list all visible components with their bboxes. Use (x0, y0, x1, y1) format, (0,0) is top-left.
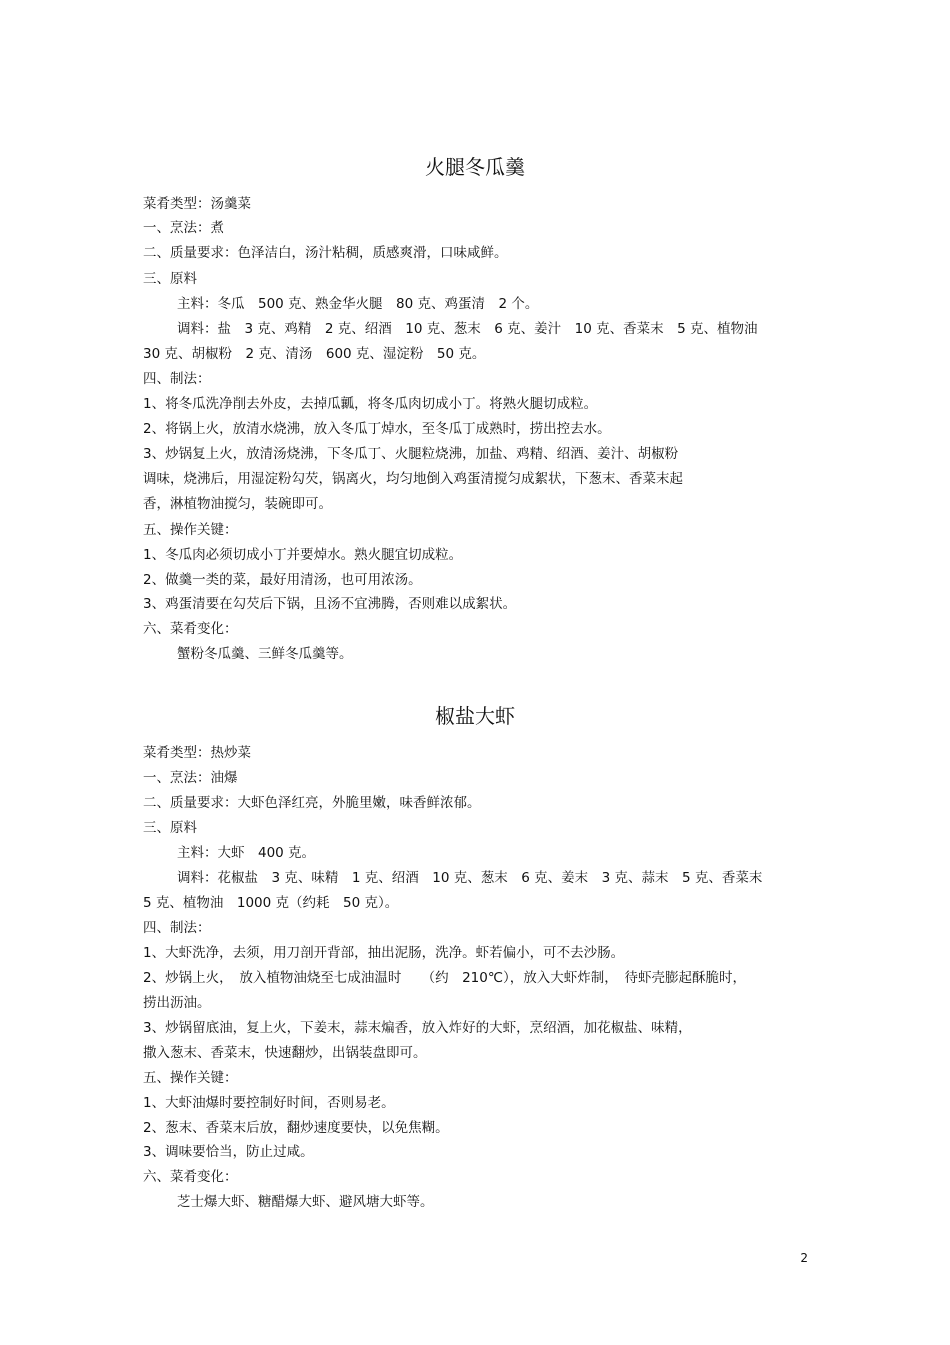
key-point: 3、鸡蛋清要在勾芡后下锅，且汤不宜沸腾，否则难以成絮状。 (143, 596, 517, 612)
main-ingredients: 主料：冬瓜 500 克、熟金华火腿 80 克、鸡蛋清 2 个。 (177, 296, 539, 312)
key-point: 1、冬瓜肉必须切成小丁并要焯水。熟火腿宜切成粒。 (143, 547, 463, 563)
method-step: 1、大虾洗净，去须，用刀剖开背部，抽出泥肠，洗净。虾若偏小，可不去沙肠。 (143, 945, 625, 961)
variations: 芝士爆大虾、糖醋爆大虾、避风塘大虾等。 (177, 1194, 434, 1210)
variations: 蟹粉冬瓜羹、三鲜冬瓜羹等。 (177, 646, 353, 662)
seasonings-cont: 5 克、植物油 1000 克（约耗 50 克）。 (143, 895, 399, 911)
method-step-cont: 调味，烧沸后，用湿淀粉勾芡，锅离火，均匀地倒入鸡蛋清搅匀成絮状，下葱末、香菜末起 (143, 471, 683, 487)
key-point: 2、葱末、香菜末后放，翻炒速度要快，以免焦糊。 (143, 1120, 449, 1136)
section-ingredients: 三、原料 (143, 271, 197, 287)
recipe-title: 椒盐大虾 (435, 704, 515, 728)
method-step: 2、将锅上火，放清水烧沸，放入冬瓜丁焯水，至冬瓜丁成熟时，捞出控去水。 (143, 421, 611, 437)
section-method: 四、制法： (143, 920, 211, 936)
seasonings: 调料：盐 3 克、鸡精 2 克、绍酒 10 克、葱末 6 克、姜汁 10 克、香菜末 5 克、植物油 (177, 321, 758, 337)
key-point: 3、调味要恰当，防止过咸。 (143, 1144, 314, 1160)
dish-type: 菜肴类型：热炒菜 (143, 745, 251, 761)
recipe-title: 火腿冬瓜羹 (425, 155, 525, 179)
quality-requirement: 二、质量要求：色泽洁白，汤汁粘稠，质感爽滑，口味咸鲜。 (143, 245, 508, 261)
dish-type: 菜肴类型：汤羹菜 (143, 196, 251, 212)
section-key-points: 五、操作关键： (143, 1070, 238, 1086)
method-step: 3、炒锅留底油，复上火，下姜末，蒜末煸香，放入炸好的大虾，烹绍酒，加花椒盐、味精， (143, 1020, 692, 1036)
method-step-cont: 捞出沥油。 (143, 995, 211, 1011)
key-point: 1、大虾油爆时要控制好时间，否则易老。 (143, 1095, 395, 1111)
method-step: 1、将冬瓜洗净削去外皮，去掉瓜瓤，将冬瓜肉切成小丁。将熟火腿切成粒。 (143, 396, 598, 412)
cooking-method: 一、烹法：油爆 (143, 770, 238, 786)
section-method: 四、制法： (143, 371, 211, 387)
section-variations: 六、菜肴变化： (143, 621, 238, 637)
section-ingredients: 三、原料 (143, 820, 197, 836)
page-number: 2 (800, 1251, 808, 1265)
method-step-cont: 撒入葱末、香菜末，快速翻炒，出锅装盘即可。 (143, 1045, 427, 1061)
cooking-method: 一、烹法：煮 (143, 220, 224, 236)
method-step-cont: 香，淋植物油搅匀，装碗即可。 (143, 496, 332, 512)
seasonings: 调料：花椒盐 3 克、味精 1 克、绍酒 10 克、葱末 6 克、姜末 3 克、蒜末 5 克、香菜末 (177, 870, 763, 886)
key-point: 2、做羹一类的菜，最好用清汤，也可用浓汤。 (143, 572, 422, 588)
main-ingredients: 主料：大虾 400 克。 (177, 845, 316, 861)
method-step: 2、炒锅上火， 放入植物油烧至七成油温时 （约 210℃），放入大虾炸制， 待虾壳膨起酥脆时， (143, 970, 747, 986)
section-key-points: 五、操作关键： (143, 522, 238, 538)
method-step: 3、炒锅复上火，放清汤烧沸，下冬瓜丁、火腿粒烧沸，加盐、鸡精、绍酒、姜汁、胡椒粉 (143, 446, 679, 462)
section-variations: 六、菜肴变化： (143, 1169, 238, 1185)
quality-requirement: 二、质量要求：大虾色泽红亮，外脆里嫩，味香鲜浓郁。 (143, 795, 481, 811)
seasonings-cont: 30 克、胡椒粉 2 克、清汤 600 克、湿淀粉 50 克。 (143, 346, 486, 362)
